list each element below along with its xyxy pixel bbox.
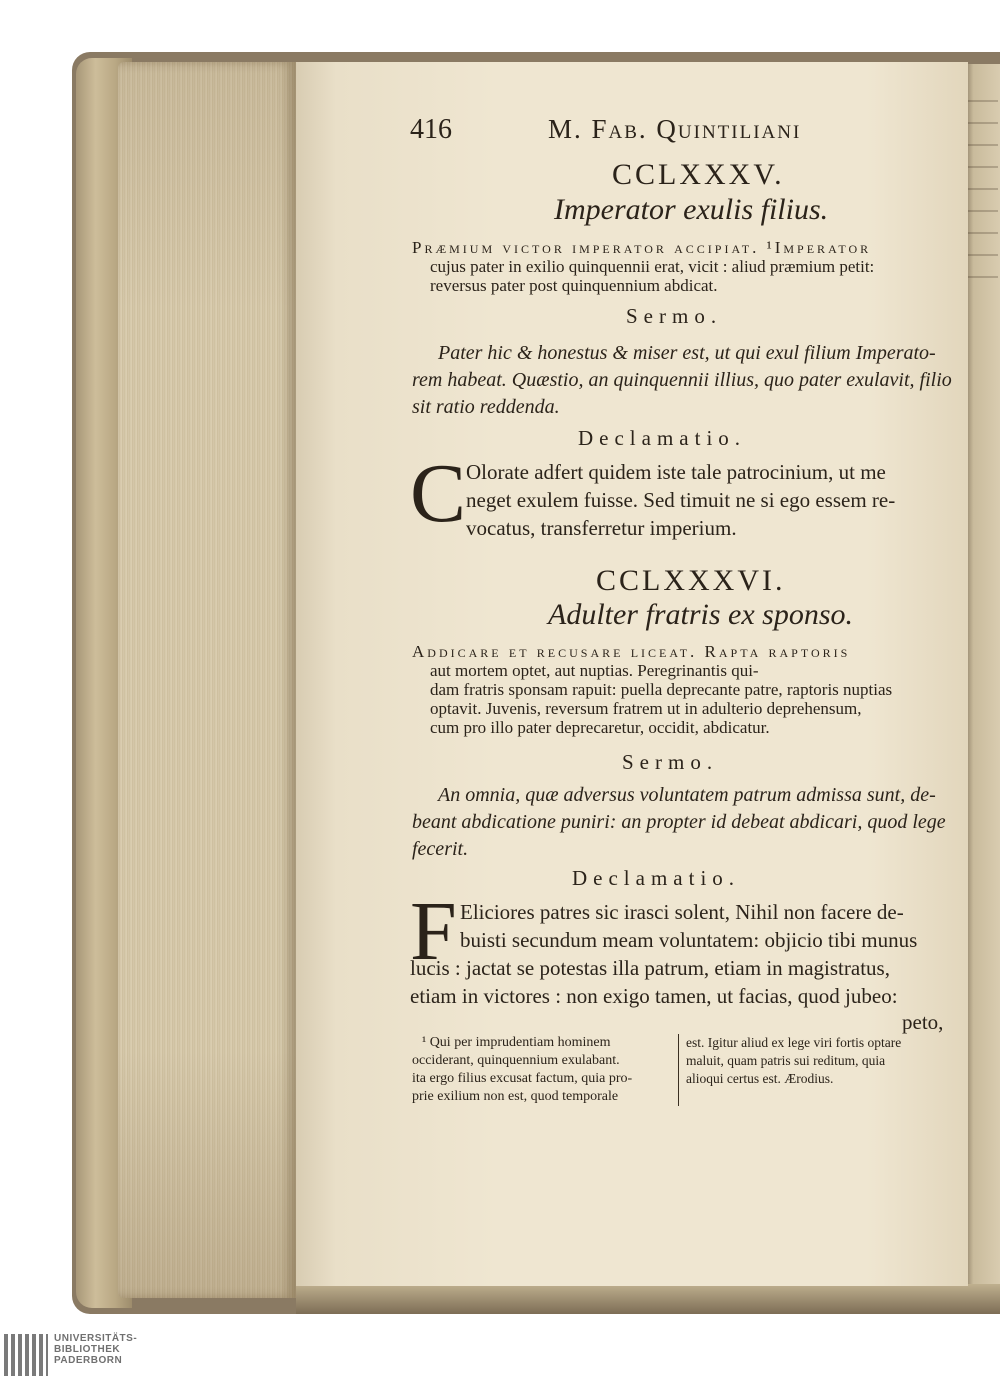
section-title: Adulter fratris ex sponso. — [548, 598, 853, 631]
logo-line: PADERBORN — [54, 1355, 123, 1366]
sermo-heading: Sermo. — [626, 304, 723, 328]
declamatio-line: Eliciores patres sic irasci solent, Nihil non facere de- — [460, 900, 904, 924]
declamatio-line: lucis : jactat se potestas illa patrum, etiam in magistratus, — [410, 956, 890, 980]
section-argument — [412, 238, 957, 295]
footnote-line: occiderant, quinquennium exulabant. — [412, 1053, 620, 1068]
sermo-line: rem habeat. Quæstio, an quinquennii illius, quo pater exulavit, filio — [412, 369, 952, 391]
declamatio-line: vocatus, transferretur imperium. — [466, 516, 737, 540]
footnote-column-rule — [678, 1034, 679, 1106]
library-logo-text — [54, 1333, 137, 1366]
declamatio-heading: Declamatio. — [572, 866, 741, 890]
facing-page-text-fragment — [968, 100, 998, 280]
argument-line: reversus pater post quinquennium abdicat. — [430, 276, 718, 295]
footnote-line: ¹ Qui per imprudentiam hominem — [422, 1035, 611, 1050]
logo-line: BIBLIOTHEK — [54, 1344, 121, 1355]
argument-line: Addicare et recusare liceat. Rapta raptoris — [412, 642, 851, 661]
footnotes-right-column — [686, 1034, 901, 1088]
section-number: CCLXXXVI. — [596, 564, 786, 597]
footnote-line: alioqui certus est. Ærodius. — [686, 1071, 834, 1086]
footnote-line: est. Igitur aliud ex lege viri fortis optare — [686, 1035, 902, 1050]
sermo-line: beant abdicatione puniri: an propter id debeat abdicari, quod lege — [412, 811, 946, 833]
declamatio-line: Olorate adfert quidem iste tale patrocinium, ut me — [466, 460, 886, 484]
footnote-line: maluit, quam patris sui reditum, quia — [686, 1053, 886, 1068]
declamatio-text — [466, 458, 895, 542]
sermo-line: fecerit. — [412, 838, 469, 860]
footnote-line: prie exilium non est, quod temporale — [412, 1089, 619, 1104]
section-number: CCLXXXV. — [612, 158, 785, 191]
argument-line: Præmium victor imperator accipiat. ¹Imperator — [412, 238, 872, 257]
library-logo-icon — [4, 1334, 48, 1376]
page-edges-shade — [118, 62, 296, 1298]
section-title: Imperator exulis filius. — [554, 193, 829, 226]
footnote-line: ita ergo filius excusat factum, quia pro- — [412, 1071, 633, 1086]
argument-line: aut mortem optet, aut nuptias. Peregrinantis qui- — [430, 661, 759, 680]
sermo-text — [412, 340, 952, 421]
sermo-heading: Sermo. — [622, 750, 719, 774]
sermo-line: An omnia, quæ adversus voluntatem patrum admissa sunt, de- — [438, 784, 936, 806]
catchword: peto, — [902, 1010, 944, 1034]
declamatio-text — [460, 898, 917, 954]
section-argument — [412, 642, 957, 737]
declamatio-line: etiam in victores : non exigo tamen, ut facias, quod jubeo: — [410, 984, 898, 1008]
argument-line: cujus pater in exilio quinquennii erat, vicit : aliud præmium petit: — [430, 257, 875, 276]
declamatio-heading: Declamatio. — [578, 426, 747, 450]
logo-bar — [0, 1330, 1000, 1380]
drop-capital: C — [410, 447, 467, 540]
bottom-shadow — [296, 1284, 1000, 1314]
declamatio-line: buisti secundum meam voluntatem: objicio tibi munus — [460, 928, 918, 952]
sermo-line: sit ratio reddenda. — [412, 396, 560, 418]
running-head-author: M. Fab. Quintiliani — [548, 114, 802, 144]
logo-line: UNIVERSITÄTS- — [54, 1333, 138, 1344]
footnotes-left-column — [412, 1034, 632, 1106]
argument-line: cum pro illo pater deprecaretur, occidit, abdicatur. — [430, 718, 770, 737]
declamatio-line: neget exulem fuisse. Sed timuit ne si ego essem re- — [466, 488, 896, 512]
page-number: 416 — [410, 114, 452, 145]
sermo-text — [412, 782, 946, 863]
sermo-line: Pater hic & honestus & miser est, ut qui exul filium Imperato- — [438, 342, 936, 364]
argument-line: optavit. Juvenis, reversum fratrem ut in adulterio deprehensum, — [430, 699, 862, 718]
drop-capital: F — [410, 885, 457, 978]
declamatio-text-continued — [410, 954, 898, 1010]
argument-line: dam fratris sponsam rapuit: puella deprecante patre, raptoris nuptias — [430, 680, 893, 699]
